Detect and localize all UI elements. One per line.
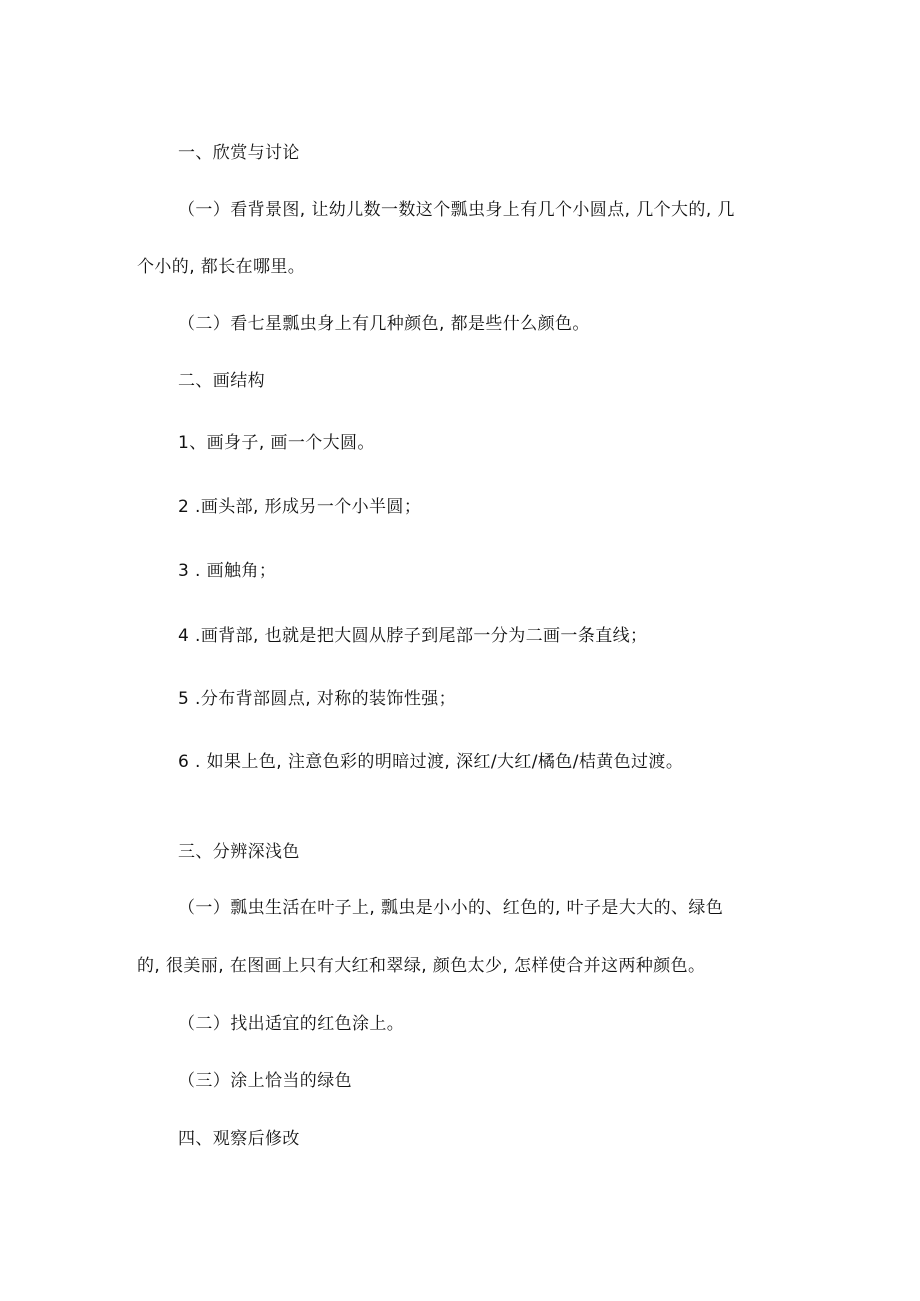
- section-heading-1: 一、欣赏与讨论: [178, 143, 300, 163]
- section-heading-2: 二、画结构: [178, 371, 265, 391]
- section-heading-3: 三、分辨深浅色: [178, 842, 300, 862]
- paragraph-line: （二）看七星瓢虫身上有几种颜色, 都是些什么颜色。: [178, 314, 590, 334]
- section-heading-4: 四、观察后修改: [178, 1129, 300, 1149]
- paragraph-line: （一）看背景图, 让幼儿数一数这个瓢虫身上有几个小圆点, 几个大的, 几: [178, 200, 735, 220]
- step-item: 1、画身子, 画一个大圆。: [178, 433, 375, 453]
- paragraph-line: 的, 很美丽, 在图画上只有大红和翠绿, 颜色太少, 怎样使合并这两种颜色。: [137, 956, 706, 976]
- paragraph-line: （三）涂上恰当的绿色: [178, 1071, 352, 1091]
- paragraph-line: 个小的, 都长在哪里。: [137, 257, 306, 277]
- paragraph-line: （二）找出适宜的红色涂上。: [178, 1014, 405, 1034]
- step-item: 4 .画背部, 也就是把大圆从脖子到尾部一分为二画一条直线；: [178, 626, 648, 646]
- step-item: 6 . 如果上色, 注意色彩的明暗过渡, 深红/大红/橘色/桔黄色过渡。: [178, 752, 684, 772]
- paragraph-line: （一）瓢虫生活在叶子上, 瓢虫是小小的、红色的, 叶子是大大的、绿色: [178, 898, 724, 918]
- step-item: 3 . 画触角；: [178, 561, 277, 581]
- step-item: 2 .画头部, 形成另一个小半圆；: [178, 497, 422, 517]
- step-item: 5 .分布背部圆点, 对称的装饰性强；: [178, 689, 457, 709]
